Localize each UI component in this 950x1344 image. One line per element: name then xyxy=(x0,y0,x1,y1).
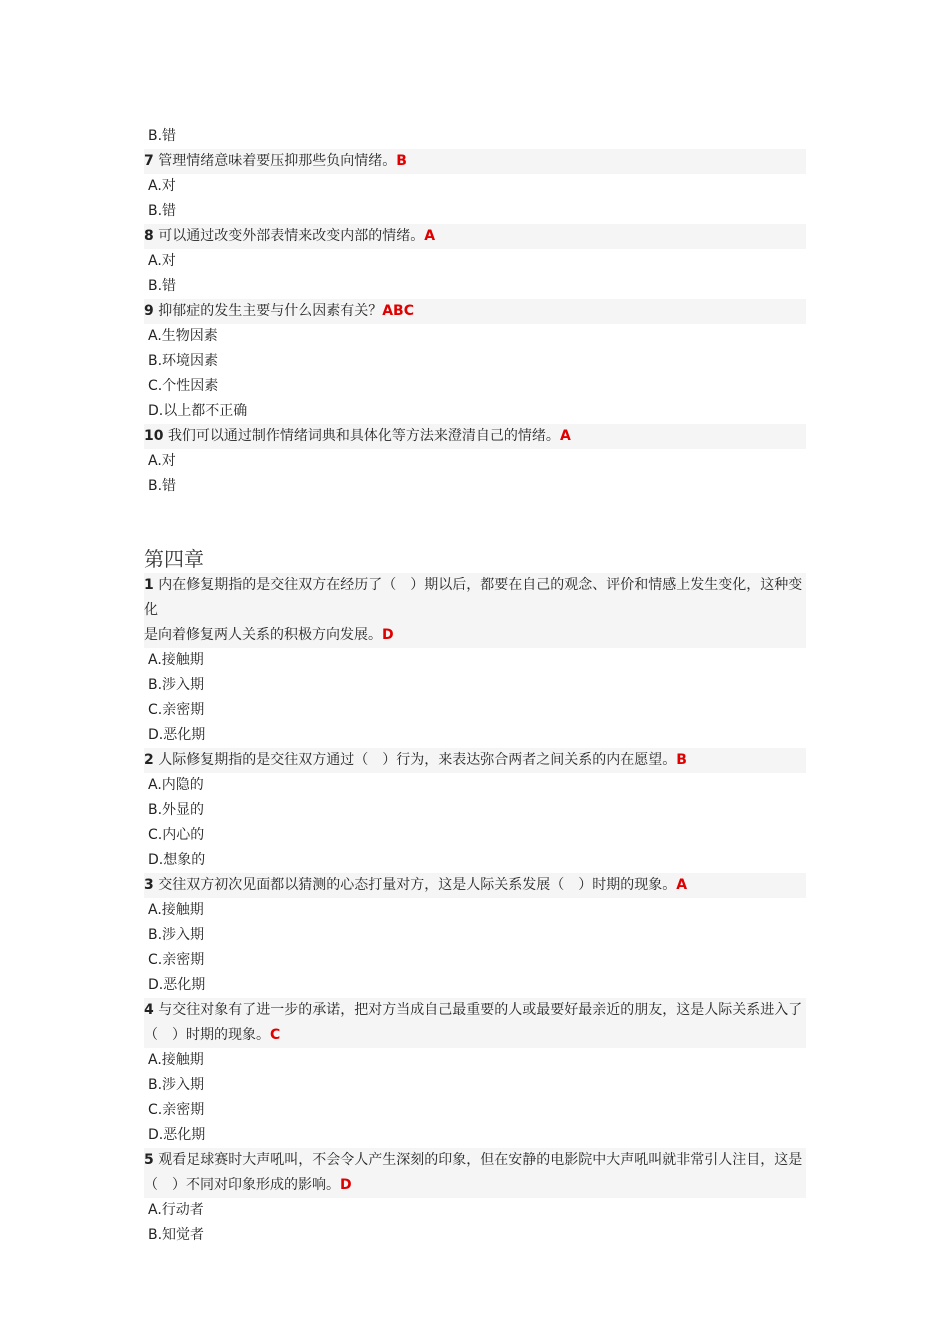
answer-option: B.错 xyxy=(148,203,177,219)
answer-key: A xyxy=(676,877,688,893)
answer-option: B.环境因素 xyxy=(148,353,219,369)
question-line xyxy=(144,623,806,648)
question-text: 观看足球赛时大声吼叫，不会令人产生深刻的印象，但在安静的电影院中大声吼叫就非常引人注目，这是 xyxy=(158,1152,803,1168)
answer-option: A.内隐的 xyxy=(148,777,204,793)
question-text: 与交往对象有了进一步的承诺，把对方当成自己最重要的人或最要好最亲近的朋友，这是人际关系进入了 xyxy=(158,1002,803,1018)
answer-option: C.内心的 xyxy=(148,827,205,843)
question-line xyxy=(144,224,806,249)
document-body xyxy=(144,124,806,1248)
question-number: 9 xyxy=(144,303,154,319)
question-number: 2 xyxy=(144,752,154,768)
question-line xyxy=(144,748,806,773)
question-line xyxy=(144,1023,806,1048)
answer-option: B.涉入期 xyxy=(148,677,205,693)
question-text: 可以通过改变外部表情来改变内部的情绪。 xyxy=(158,228,425,244)
question-line xyxy=(144,573,806,623)
question-item xyxy=(144,748,806,773)
answer-option: B.错 xyxy=(148,478,177,494)
answer-option: D.以上都不正确 xyxy=(148,403,248,419)
question-item xyxy=(144,998,806,1048)
answer-option: B.涉入期 xyxy=(148,927,205,943)
answer-option: D.恶化期 xyxy=(148,977,206,993)
answer-option: A.接触期 xyxy=(148,1052,204,1068)
question-item xyxy=(144,224,806,249)
question-number: 1 xyxy=(144,577,154,593)
answer-option: D.恶化期 xyxy=(148,1127,206,1143)
answer-option: C.亲密期 xyxy=(148,952,205,968)
answer-key: B xyxy=(396,153,407,169)
question-line xyxy=(144,873,806,898)
question-item xyxy=(144,149,806,174)
question-text: （ ）不同对印象形成的影响。 xyxy=(144,1177,340,1193)
question-line xyxy=(144,1173,806,1198)
answer-option: B.知觉者 xyxy=(148,1227,205,1243)
answer-key: C xyxy=(270,1027,281,1043)
question-text: 管理情绪意味着要压抑那些负向情绪。 xyxy=(158,153,397,169)
chapter-heading: 第四章 xyxy=(144,547,204,571)
answer-option: A.对 xyxy=(148,453,176,469)
answer-option: A.接触期 xyxy=(148,652,204,668)
question-item xyxy=(144,299,806,324)
question-text: 人际修复期指的是交往双方通过（ ）行为，来表达弥合两者之间关系的内在愿望。 xyxy=(158,752,677,768)
answer-key: B xyxy=(676,752,687,768)
question-line xyxy=(144,1148,806,1173)
question-text: 我们可以通过制作情绪词典和具体化等方法来澄清自己的情绪。 xyxy=(167,428,560,444)
answer-option: A.行动者 xyxy=(148,1202,204,1218)
answer-option: D.恶化期 xyxy=(148,727,206,743)
answer-option: C.亲密期 xyxy=(148,1102,205,1118)
question-number: 4 xyxy=(144,1002,154,1018)
answer-option: B.错 xyxy=(148,278,177,294)
answer-key: D xyxy=(382,627,394,643)
question-line xyxy=(144,424,806,449)
answer-option: A.接触期 xyxy=(148,902,204,918)
question-text: （ ）时期的现象。 xyxy=(144,1027,270,1043)
question-text: 抑郁症的发生主要与什么因素有关？ xyxy=(158,303,383,319)
question-number: 7 xyxy=(144,153,154,169)
question-number: 8 xyxy=(144,228,154,244)
answer-option: A.对 xyxy=(148,253,176,269)
question-line xyxy=(144,299,806,324)
answer-key: ABC xyxy=(382,303,414,319)
answer-option: A.生物因素 xyxy=(148,328,218,344)
answer-option: B.错 xyxy=(148,128,177,144)
question-item xyxy=(144,573,806,648)
question-text: 交往双方初次见面都以猜测的心态打量对方，这是人际关系发展（ ）时期的现象。 xyxy=(158,877,677,893)
question-text: 是向着修复两人关系的积极方向发展。 xyxy=(144,627,382,643)
question-line xyxy=(144,998,806,1023)
answer-option: B.涉入期 xyxy=(148,1077,205,1093)
answer-option: A.对 xyxy=(148,178,176,194)
answer-option: B.外显的 xyxy=(148,802,205,818)
question-item xyxy=(144,873,806,898)
question-number: 10 xyxy=(144,428,164,444)
question-text: 内在修复期指的是交往双方在经历了（ ）期以后，都要在自己的观念、评价和情感上发生变化，这种变化 xyxy=(144,577,803,618)
answer-option: C.亲密期 xyxy=(148,702,205,718)
question-item xyxy=(144,1148,806,1198)
question-item xyxy=(144,424,806,449)
question-number: 5 xyxy=(144,1152,154,1168)
answer-key: A xyxy=(424,228,436,244)
answer-key: A xyxy=(559,428,571,444)
answer-option: C.个性因素 xyxy=(148,378,219,394)
answer-key: D xyxy=(340,1177,352,1193)
question-line xyxy=(144,149,806,174)
answer-option: D.想象的 xyxy=(148,852,206,868)
question-number: 3 xyxy=(144,877,154,893)
